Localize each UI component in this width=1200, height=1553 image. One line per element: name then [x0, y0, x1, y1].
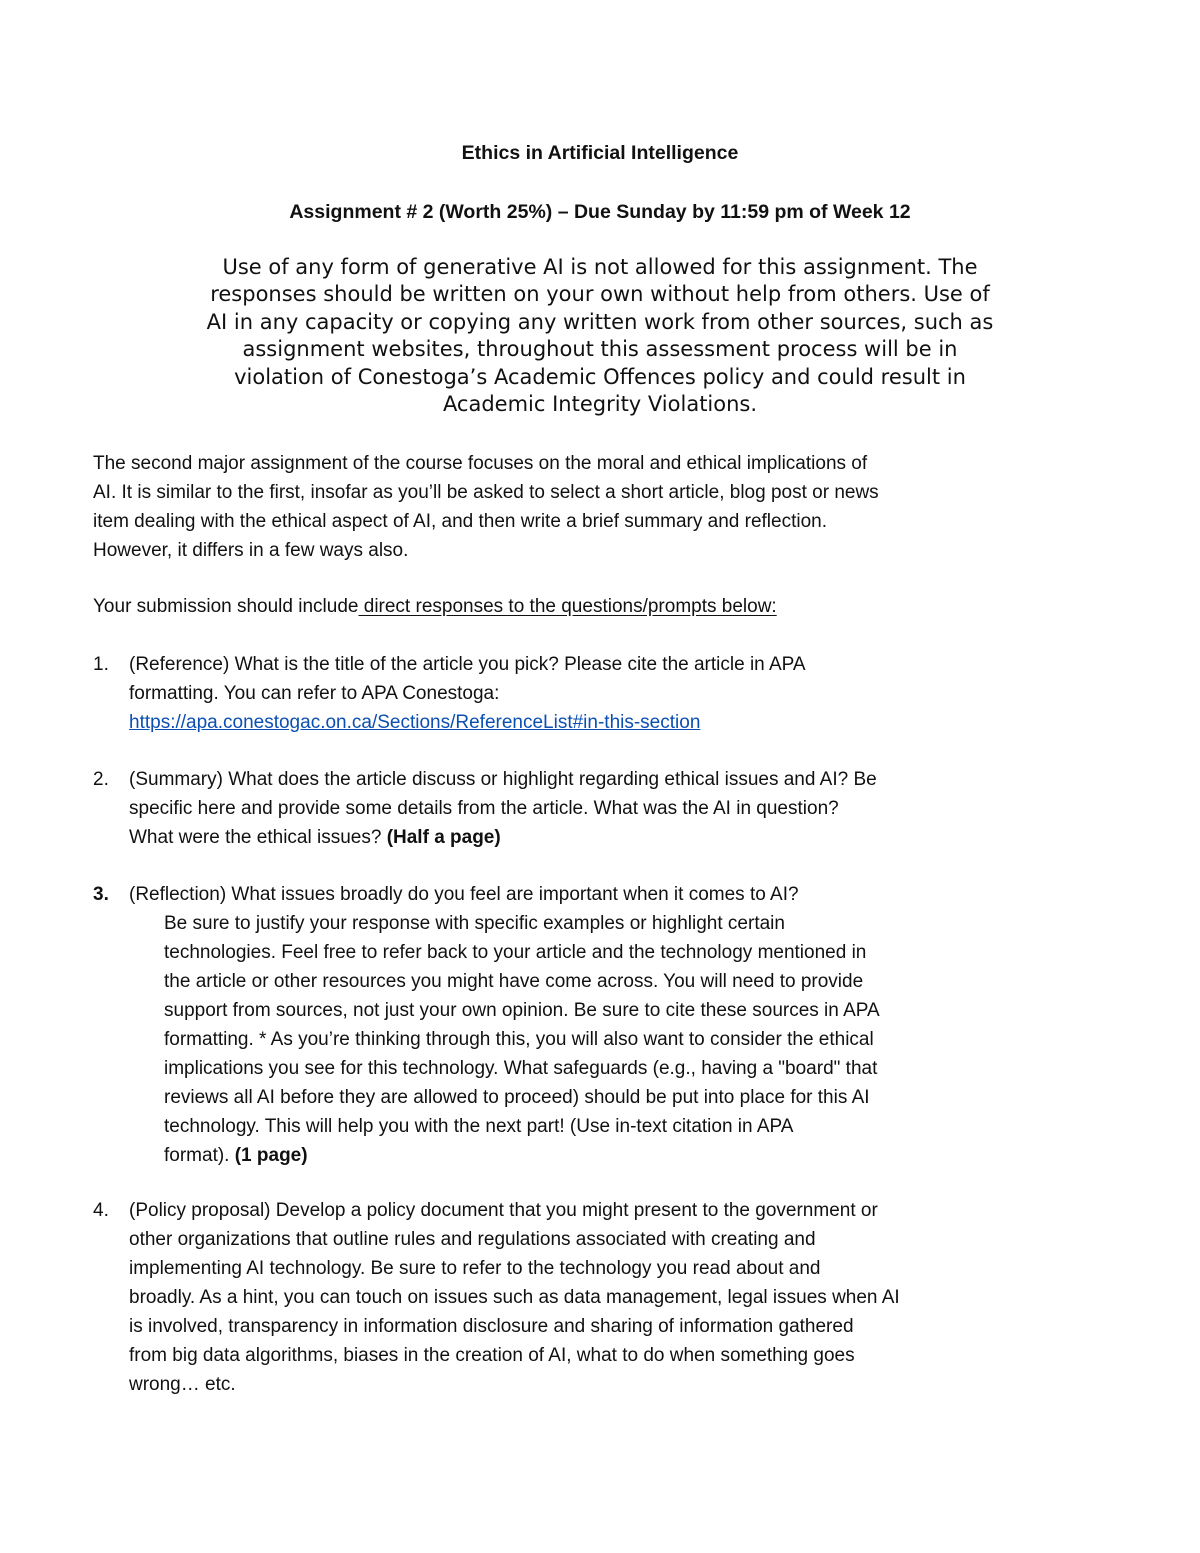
item-line: implementing AI technology. Be sure to refer to the technology you read about and — [129, 1258, 821, 1279]
item-line: from big data algorithms, biases in the creation of AI, what to do when something goes — [129, 1345, 855, 1366]
item-line: specific here and provide some details from the article. What was the AI in question? — [129, 798, 839, 819]
item-subline: the article or other resources you might have come across. You will need to provide — [164, 971, 864, 992]
length-requirement: (1 page) — [234, 1145, 308, 1166]
item-line: (Summary) What does the article discuss or highlight regarding ethical issues and AI? Be — [129, 769, 877, 790]
submission-lead — [93, 592, 1003, 621]
item-subline: formatting. * As you’re thinking through this, you will also want to consider the ethical — [164, 1029, 874, 1050]
intro-line: item dealing with the ethical aspect of AI, and then write a brief summary and reflection. — [93, 511, 827, 532]
warning-line: Academic Integrity Violations. — [442, 392, 758, 417]
assignment-subtitle: Assignment # 2 (Worth 25%) – Due Sunday by 11:59 pm of Week 12 — [289, 201, 911, 223]
item-subline: support from sources, not just your own opinion. Be sure to cite these sources in APA — [164, 1000, 880, 1021]
item-subline: technologies. Feel free to refer back to your article and the technology mentioned in — [164, 942, 867, 963]
ai-policy-warning — [90, 254, 1110, 418]
item-line: is involved, transparency in information disclosure and sharing of information gathered — [129, 1316, 854, 1337]
document-title: Ethics in Artificial Intelligence — [461, 142, 739, 164]
intro-line: The second major assignment of the course focuses on the moral and ethical implications of — [93, 453, 868, 474]
item-line: (Reflection) What issues broadly do you feel are important when it comes to AI? — [129, 884, 799, 905]
intro-paragraph — [93, 449, 1003, 565]
item-line: (Policy proposal) Develop a policy document that you might present to the government or — [129, 1200, 878, 1221]
list-number: 2. — [93, 769, 109, 790]
intro-line: However, it differs in a few ways also. — [93, 540, 409, 561]
apa-conestoga-link[interactable]: https://apa.conestogac.on.ca/Sections/ReferenceList#in-this-section — [129, 712, 701, 733]
item-line: (Reference) What is the title of the article you pick? Please cite the article in APA — [129, 654, 806, 675]
warning-line: responses should be written on your own without help from others. Use of — [210, 282, 990, 307]
item-subline: format). — [164, 1145, 235, 1166]
list-number: 4. — [93, 1200, 109, 1221]
item-subline: Be sure to justify your response with specific examples or highlight certain — [164, 913, 785, 934]
lead-prefix: Your submission should include — [93, 596, 359, 617]
warning-line: AI in any capacity or copying any written work from other sources, such as — [206, 309, 994, 334]
item-line: wrong… etc. — [129, 1374, 236, 1395]
item-subline: implications you see for this technology. What safeguards (e.g., having a "board" that — [164, 1058, 878, 1079]
item-subline: technology. This will help you with the next part! (Use in-text citation in APA — [164, 1116, 794, 1137]
list-number: 3. — [93, 884, 109, 905]
length-requirement: (Half a page) — [386, 827, 501, 848]
lead-underlined: direct responses to the questions/prompts below: — [358, 596, 777, 617]
intro-line: AI. It is similar to the first, insofar as you’ll be asked to select a short article, blog post or news — [93, 482, 879, 503]
item-line: What were the ethical issues? — [129, 827, 387, 848]
warning-line: Use of any form of generative AI is not allowed for this assignment. The — [222, 255, 978, 279]
item-subline: reviews all AI before they are allowed to proceed) should be put into place for this AI — [164, 1087, 870, 1108]
item-line: broadly. As a hint, you can touch on issues such as data management, legal issues when AI — [129, 1287, 900, 1308]
list-number: 1. — [93, 654, 109, 675]
item-line: other organizations that outline rules and regulations associated with creating and — [129, 1229, 816, 1250]
item-line: formatting. You can refer to APA Conestoga: — [129, 683, 500, 704]
warning-line: violation of Conestoga’s Academic Offences policy and could result in — [234, 364, 966, 389]
warning-line: assignment websites, throughout this assessment process will be in — [242, 337, 958, 362]
